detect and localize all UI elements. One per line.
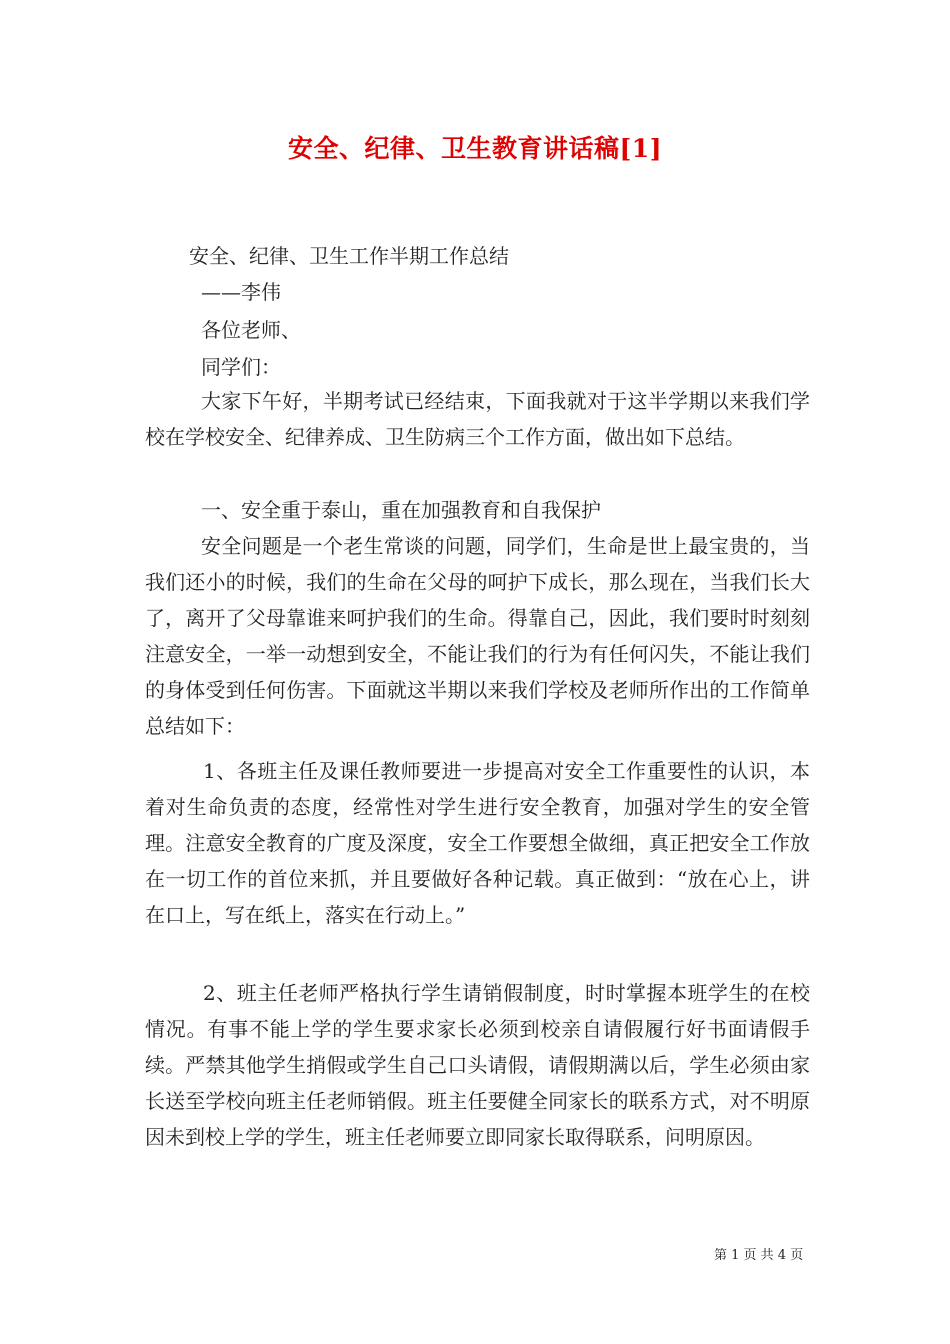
paragraph-item-2: 2、班主任老师严格执行学生请销假制度，时时掌握本班学生的在校情况。有事不能上学的学生要求家长必须到校亲自请假履行好书面请假手续。严禁其他学生捎假或学生自己口头请假，请假期满以后，学生必须由家长送至学校向班主任老师销假。班主任要健全同家长的联系方式，对不明原因未到校上学的学生，班主任老师要立即同家长取得联系，问明原因。 xyxy=(145,981,810,1149)
salutation-teachers: 各位老师、 xyxy=(201,318,301,342)
author-line: ——李伟 xyxy=(201,280,281,304)
subtitle: 安全、纪律、卫生工作半期工作总结 xyxy=(189,244,509,268)
section-heading-safety: 一、安全重于泰山，重在加强教育和自我保护 xyxy=(201,498,601,522)
paragraph-item-1: 1、各班主任及课任教师要进一步提高对安全工作重要性的认识，本着对生命负责的态度，经常性对学生进行安全教育，加强对学生的安全管理。注意安全教育的广度及深度，安全工作要想全做细，真正把安全工作放在一切工作的首位来抓，并且要做好各种记载。真正做到：“放在心上，讲在口上，写在纸上，落实在行动上。” xyxy=(145,759,810,927)
document-title: 安全、纪律、卫生教育讲话稿[1] xyxy=(287,134,663,163)
paragraph-intro: 大家下午好，半期考试已经结束，下面我就对于这半学期以来我们学校在学校安全、纪律养成、卫生防病三个工作方面，做出如下总结。 xyxy=(145,389,810,449)
salutation-students: 同学们： xyxy=(201,355,281,379)
paragraph-safety: 安全问题是一个老生常谈的问题，同学们，生命是世上最宝贵的，当我们还小的时候，我们的生命在父母的呵护下成长，那么现在，当我们长大了，离开了父母靠谁来呵护我们的生命。得靠自己，因此，我们要时时刻刻注意安全，一举一动想到安全，不能让我们的行为有任何闪失，不能让我们的身体受到任何伤害。下面就这半期以来我们学校及老师所作出的工作简单总结如下： xyxy=(145,534,810,738)
page-number: 第 1 页 共 4 页 xyxy=(714,1248,804,1263)
